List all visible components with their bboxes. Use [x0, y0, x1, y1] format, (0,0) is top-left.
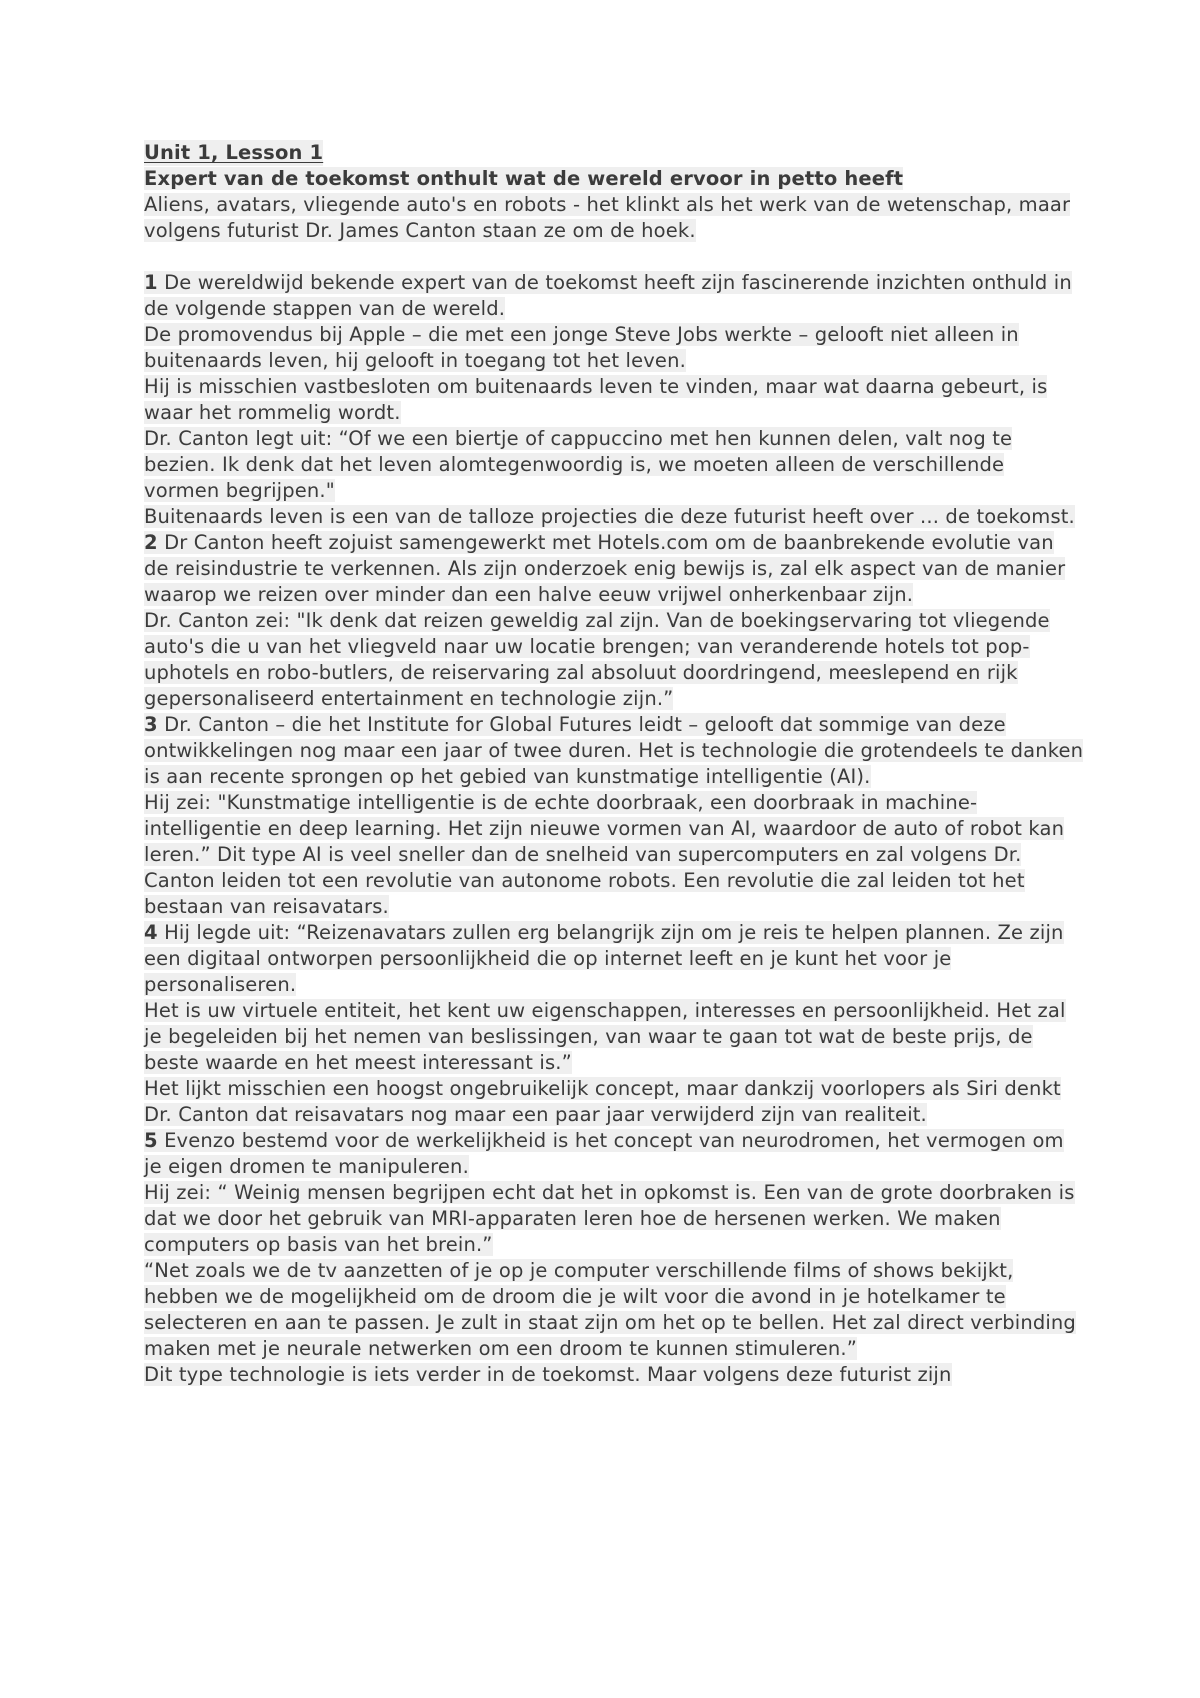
article-headline: Expert van de toekomst onthult wat de wereld ervoor in petto heeft [144, 167, 904, 190]
section-3-paragraph-1: 3 Dr. Canton – die het Institute for Global Futures leidt – gelooft dat sommige van deze ontwikkelingen nog maar een jaar of twee duren. Het is technologie die grotendeels te danken is aan recente sprongen op het gebied van kunstmatige intelligentie (AI). [144, 713, 1084, 788]
document-page [144, 140, 1084, 1388]
section-number: 3 [144, 713, 158, 736]
section-5-paragraph-1: 5 Evenzo bestemd voor de werkelijkheid is het concept van neurodromen, het vermogen om je eigen dromen te manipuleren. [144, 1129, 1064, 1178]
section-2-paragraph-1: 2 Dr Canton heeft zojuist samengewerkt met Hotels.com om de baanbrekende evolutie van de reisindustrie te verkennen. Als zijn onderzoek enig bewijs is, zal elk aspect van de manier waarop we reizen over minder dan een halve eeuw vrijwel onherkenbaar zijn. [144, 531, 1066, 606]
section-5-paragraph-3: “Net zoals we de tv aanzetten of je op je computer verschillende films of shows bekijkt, hebben we de mogelijkheid om de droom die je wilt voor die avond in je hotelkamer te selecteren en aan te passen. Je zult in staat zijn om het op te bellen. Het zal direct verbinding maken met je neurale netwerken om een droom te kunnen stimuleren.” [144, 1259, 1076, 1360]
section-number: 2 [144, 531, 158, 554]
section-4-paragraph-1: 4 Hij legde uit: “Reizenavatars zullen erg belangrijk zijn om je reis te helpen plannen. Ze zijn een digitaal ontworpen persoonlijkheid die op internet leeft en je kunt het voor je personaliseren. [144, 921, 1064, 996]
section-1-paragraph-2: De promovendus bij Apple – die met een jonge Steve Jobs werkte – gelooft niet alleen in buitenaards leven, hij gelooft in toegang tot het leven. [144, 323, 1019, 372]
section-4-paragraph-2: Het is uw virtuele entiteit, het kent uw eigenschappen, interesses en persoonlijkheid. Het zal je begeleiden bij het nemen van beslissingen, van waar te gaan tot wat de beste prijs, de beste waarde en het meest interessant is.” [144, 999, 1066, 1074]
section-5-paragraph-4: Dit type technologie is iets verder in de toekomst. Maar volgens deze futurist zijn [144, 1363, 952, 1386]
section-2-paragraph-2: Dr. Canton zei: "Ik denk dat reizen geweldig zal zijn. Van de boekingservaring tot vliegende auto's die u van het vliegveld naar uw locatie brengen; van veranderende hotels tot pop-uphotels en robo-butlers, de reiservaring zal absoluut doordringend, meeslepend en rijk gepersonaliseerd entertainment en technologie zijn.” [144, 609, 1050, 710]
section-1-paragraph-5: Buitenaards leven is een van de talloze projecties die deze futurist heeft over ... de toekomst. [144, 505, 1075, 528]
section-number: 4 [144, 921, 158, 944]
section-number: 5 [144, 1129, 158, 1152]
section-1-paragraph-1: 1 De wereldwijd bekende expert van de toekomst heeft zijn fascinerende inzichten onthuld in de volgende stappen van de wereld. [144, 271, 1072, 320]
section-number: 1 [144, 271, 158, 294]
section-3-paragraph-2: Hij zei: "Kunstmatige intelligentie is de echte doorbraak, een doorbraak in machine-intelligentie en deep learning. Het zijn nieuwe vormen van AI, waardoor de auto of robot kan leren.” Dit type AI is veel sneller dan de snelheid van supercomputers en zal volgens Dr. Canton leiden tot een revolutie van autonome robots. Een revolutie die zal leiden tot het bestaan van reisavatars. [144, 791, 1065, 918]
blank-line [144, 244, 1084, 270]
lesson-label: Unit 1, Lesson 1 [144, 141, 324, 164]
section-1-paragraph-3: Hij is misschien vastbesloten om buitenaards leven te vinden, maar wat daarna gebeurt, is waar het rommelig wordt. [144, 375, 1048, 424]
section-5-paragraph-2: Hij zei: “ Weinig mensen begrijpen echt dat het in opkomst is. Een van de grote doorbraken is dat we door het gebruik van MRI-apparaten leren hoe de hersenen werken. We maken computers op basis van het brein.” [144, 1181, 1075, 1256]
article-intro: Aliens, avatars, vliegende auto's en robots - het klinkt als het werk van de wetenschap, maar volgens futurist Dr. James Canton staan ze om de hoek. [144, 193, 1071, 242]
section-4-paragraph-3: Het lijkt misschien een hoogst ongebruikelijk concept, maar dankzij voorlopers als Siri denkt Dr. Canton dat reisavatars nog maar een paar jaar verwijderd zijn van realiteit. [144, 1077, 1061, 1126]
section-1-paragraph-4: Dr. Canton legt uit: “Of we een biertje of cappuccino met hen kunnen delen, valt nog te bezien. Ik denk dat het leven alomtegenwoordig is, we moeten alleen de verschillende vormen begrijpen." [144, 427, 1013, 502]
